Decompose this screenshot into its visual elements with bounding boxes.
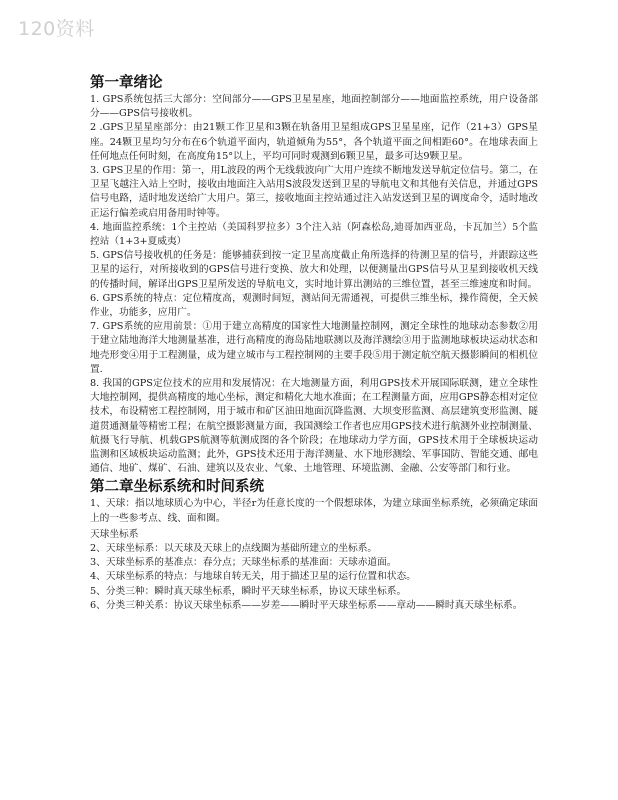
list-item: 2、天球坐标系：以天球及天球上的点线圈为基础所建立的坐标系。 [90, 542, 378, 554]
paragraph: 8. 我国的GPS定位技术的应用和发展情况：在大地测量方面，利用GPS技术开展国际联测，建立全球性大地控制网，提供高精度的地心坐标，测定和精化大地水准面；在工程测量方面，应用GPS静态相对定位技术，布设精密工程控制网，用于城市和矿区油田地面沉降监测、大坝变形监测、高层建筑变形监测、隧道贯通测量等精密工程；在航空摄影测量方面，我国测绘工作者也应用GPS技术进行航测外业控制测量、航摄飞行导航、机载GPS航测等航测成图的各个阶段；在地球动力学方面，GPS技术用于全球板块运动监测和区域板块运动监测；此外，GPS技术还用于海洋测量、水下地形测绘、军事国防、智能交通、邮电通信、地矿、煤矿、石油、建筑以及农业、气象、土地管理、环境监测、金融、公安等部门和行业。 [90, 378, 538, 475]
chapter-2-title: 第二章坐标系统和时间系统 [90, 478, 264, 496]
watermark: 120资料 [18, 18, 95, 40]
list-item: 3、天球坐标系的基准点：春分点；天球坐标系的基准面：天球赤道面。 [90, 557, 397, 569]
paragraph: 5. GPS信号接收机的任务是：能够捕获到按一定卫星高度截止角所选择的待测卫星的信号，并跟踪这些卫星的运行，对所接收到的GPS信号进行变换、放大和处理，以便测量出GPS信号从卫星到接收机天线的传播时间，解译出GPS卫星所发送的导航电文，实时地计算出测站的三维位置，甚至三维速度和时间。 [90, 250, 538, 290]
paragraph: 2 .GPS卫星星座部分：由21颗工作卫星和3颗在轨备用卫星组成GPS卫星星座，记作（21+3）GPS星座。24颗卫星均匀分布在6个轨道平面内，轨道倾角为55°，各个轨道平面之间相距60°。在地球表面上任何地点任何时刻，在高度角15°以上，平均可同时观测到6颗卫星，最多可达9颗卫星。 [90, 122, 538, 162]
chapter-1-title: 第一章绪论 [90, 74, 163, 91]
paragraph: 1. GPS系统包括三大部分：空间部分——GPS卫星星座，地面控制部分——地面监控系统，用户设备部分——GPS信号接收机。 [90, 94, 538, 120]
list-item: 5、分类三种：瞬时真天球坐标系，瞬时平天球坐标系，协议天球坐标系。 [90, 585, 407, 597]
list-item: 4、天球坐标系的特点：与地球自转无关，用于描述卫星的运行位置和状态。 [90, 571, 416, 583]
paragraph: 7. GPS系统的应用前景：①用于建立高精度的国家性大地测量控制网，测定全球性的地球动态参数②用于建立陆地海洋大地测量基准，进行高精度的海岛陆地联测以及海洋测绘③用于监测地球板块运动状态和地壳形变④用于工程测量，成为建立城市与工程控制网的主要手段⑤用于测定航空航天摄影瞬间的相机位置. [90, 321, 538, 375]
paragraph: 6. GPS系统的特点：定位精度高，观测时间短，测站间无需通视，可提供三维坐标，操作简便，全天候作业，功能多，应用广。 [90, 292, 538, 319]
paragraph: 3. GPS卫星的作用：第一，用L波段的两个无线载波向广大用户连续不断地发送导航定位信号。第二，在卫星飞越注入站上空时，接收由地面注入站用S波段发送到卫星的导航电文和其他有关信息，并通过GPS信号电路，适时地发送给广大用户。第三，接收地面主控站通过注入站发送到卫星的调度命令，适时地改正运行偏差或启用备用时钟等。 [90, 165, 538, 219]
paragraph: 4. 地面监控系统：1个主控站（美国科罗拉多）3个注入站（阿森松岛,迪哥加西亚岛，卡瓦加兰）5个监控站（1+3+夏威夷） [90, 221, 538, 248]
paragraph: 1、天球：指以地球质心为中心，半径r为任意长度的一个假想球体，为建立球面坐标系统，必须确定球面上的一些参考点、线、面和圈。 [90, 498, 538, 524]
section-subheading: 天球坐标系 [90, 528, 139, 540]
document-page [90, 72, 538, 613]
list-item: 6、分类三种关系：协议天球坐标系——岁差——瞬时平天球坐标系——章动——瞬时真天球坐标系。 [90, 599, 523, 611]
